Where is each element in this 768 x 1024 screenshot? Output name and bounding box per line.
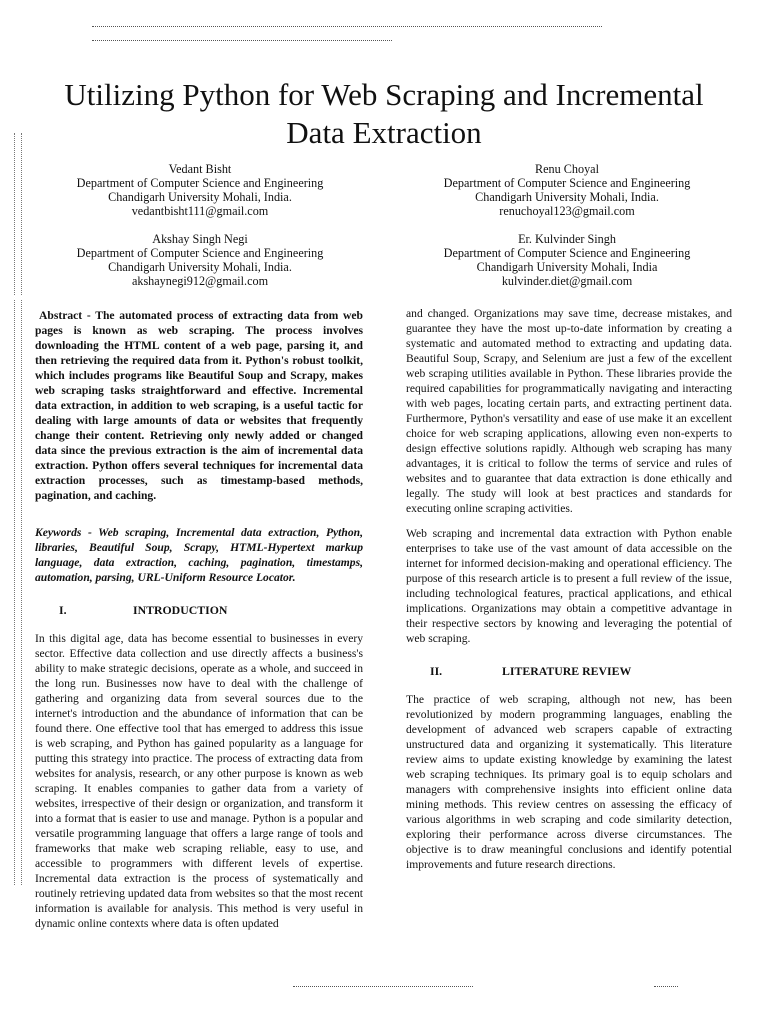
paper-title: Utilizing Python for Web Scraping and Incremental Data Extraction xyxy=(64,77,704,150)
author-email: renuchoyal123@gmail.com xyxy=(499,204,635,218)
footer-page-marker xyxy=(654,986,678,987)
literature-review-paragraph: The practice of web scraping, although not new, has been revolutionized by modern programming languages, enabling the development of advanced web scrapers capable of extracting unstructured data and organizing it systematically. This literature review aims to update existing knowledge by examining the latest web scraping techniques. Its primary goal is to equip scholars and managers with comprehensive insights into efficient online data mining methods. This review centres on assessing the efficacy of various algorithms in web scraping and code similarity detection, exploring their performance across diverse circumstances. The objective is to draw meaningful conclusions and identify potential improvements and future research directions. xyxy=(406,693,732,871)
author-dept: Department of Computer Science and Engineering xyxy=(76,176,324,190)
author-dept: Department of Computer Science and Engineering xyxy=(443,176,691,190)
section-heading-introduction xyxy=(35,603,363,617)
right-column xyxy=(406,306,732,882)
section-number: II. xyxy=(430,664,443,678)
author-affiliation: Chandigarh University Mohali, India xyxy=(476,260,658,274)
left-column xyxy=(35,308,363,941)
header-garbled-line-1 xyxy=(92,26,602,27)
author-email: vedantbisht111@gmail.com xyxy=(131,204,269,218)
author-name: Er. Kulvinder Singh xyxy=(518,232,616,246)
abstract: Abstract - The automated process of extracting data from web pages is known as web scraping. The process involves downloading the HTML content of a web page, parsing it, and then retrieving the required data from it. Python's robust toolkit, which includes programs like Beautiful Soup and Scrapy, makes web scraping tasks straightforward and effective. Incremental data extraction, in addition to web scraping, is a useful tactic for dealing with large amounts of data or websites that frequently change their content. Retrieving only newly added or changed data since the previous extraction is the aim of incremental data extraction. Python offers several techniques for incremental data extraction processes, such as timestamp-based methods, pagination, and caching. xyxy=(35,309,363,502)
author-name: Renu Choyal xyxy=(535,162,599,176)
author-email: akshaynegi912@gmail.com xyxy=(131,274,269,288)
author-block-1 xyxy=(35,162,365,218)
author-affiliation: Chandigarh University Mohali, India. xyxy=(475,190,659,204)
introduction-paragraph-continued: and changed. Organizations may save time, decrease mistakes, and guarantee they have the most up-to-date information by creating a systematic and automated method to extracting and updating data. Beautiful Soup, Scrapy, and Selenium are just a few of the excellent web scraping utilities available in Python. These libraries provide the required capabilities for programmatically navigating and interacting with web pages, locating certain parts, and extracting pertinent data. Furthermore, Python's versatility and ease of use make it an excellent choice for web scraping applications, allowing even non-experts to design effective solutions rapidly. Although web scraping has many advantages, it is critical to follow the terms of service and rules of websites and to guarantee that data extraction is done ethically and legally. The study will look at best practices and standards for executing online scraping activities. xyxy=(406,307,732,515)
author-name: Akshay Singh Negi xyxy=(152,232,248,246)
header-garbled-line-2 xyxy=(92,40,392,41)
author-block-3 xyxy=(35,232,365,288)
keywords: Keywords - Web scraping, Incremental data extraction, Python, libraries, Beautiful Soup, Scrapy, HTML-Hypertext markup language, data extraction, caching, pagination, timestamps, automation, parsing, URL-Uniform Resource Locator. xyxy=(35,526,363,584)
left-margin-stamp-2 xyxy=(14,300,22,885)
section-heading-literature-review xyxy=(406,664,732,678)
introduction-paragraph-2: Web scraping and incremental data extraction with Python enable enterprises to take use of the vast amount of data accessible on the internet for informed decision-making and operational efficiency. The purpose of this research article is to present a full review of the issue, including technological features, practical applications, and ethical implications. Organizations may obtain a competitive advantage in their respective sectors by knowing and leveraging the potential of web scraping. xyxy=(406,527,732,645)
author-block-4 xyxy=(402,232,732,288)
author-name: Vedant Bisht xyxy=(168,162,232,176)
author-dept: Department of Computer Science and Engineering xyxy=(443,246,691,260)
author-email: kulvinder.diet@gmail.com xyxy=(501,274,633,288)
author-dept: Department of Computer Science and Engineering xyxy=(76,246,324,260)
author-affiliation: Chandigarh University Mohali, India. xyxy=(108,190,292,204)
author-block-2 xyxy=(402,162,732,218)
section-number: I. xyxy=(59,603,67,617)
section-title: INTRODUCTION xyxy=(133,603,228,617)
footer-garbled-line xyxy=(293,986,473,987)
left-margin-stamp-1 xyxy=(14,133,22,295)
author-affiliation: Chandigarh University Mohali, India. xyxy=(108,260,292,274)
introduction-paragraph: In this digital age, data has become essential to businesses in every sector. Effective data collection and use directly affects a business's ability to make strategic decisions, operate as a whole, and succeed in the long run. Businesses now have to deal with the challenge of gathering and organizing data from several sources due to the internet's introduction and the abundance of information that can be found there. One effective tool that has emerged to address this issue is web scraping, and Python has gained popularity as a language for putting this strategy into practice. The process of extracting data from websites for analysis, research, or any other purpose is known as web scraping. It enables companies to gather data from a variety of websites, irrespective of their design or organization, and transform it into a format that is easier to use and manage. Python is a popular and versatile programming language that offers a large range of tools and frameworks that make web scraping reliable, easy to use, and accessible to programmers with different levels of expertise. Incremental data extraction is the process of systematically and routinely retrieving updated data from websites so that the most recent information is available for analysis. This method is very useful in dynamic online contexts where data is often updated xyxy=(35,632,363,930)
section-title: LITERATURE REVIEW xyxy=(502,664,632,678)
